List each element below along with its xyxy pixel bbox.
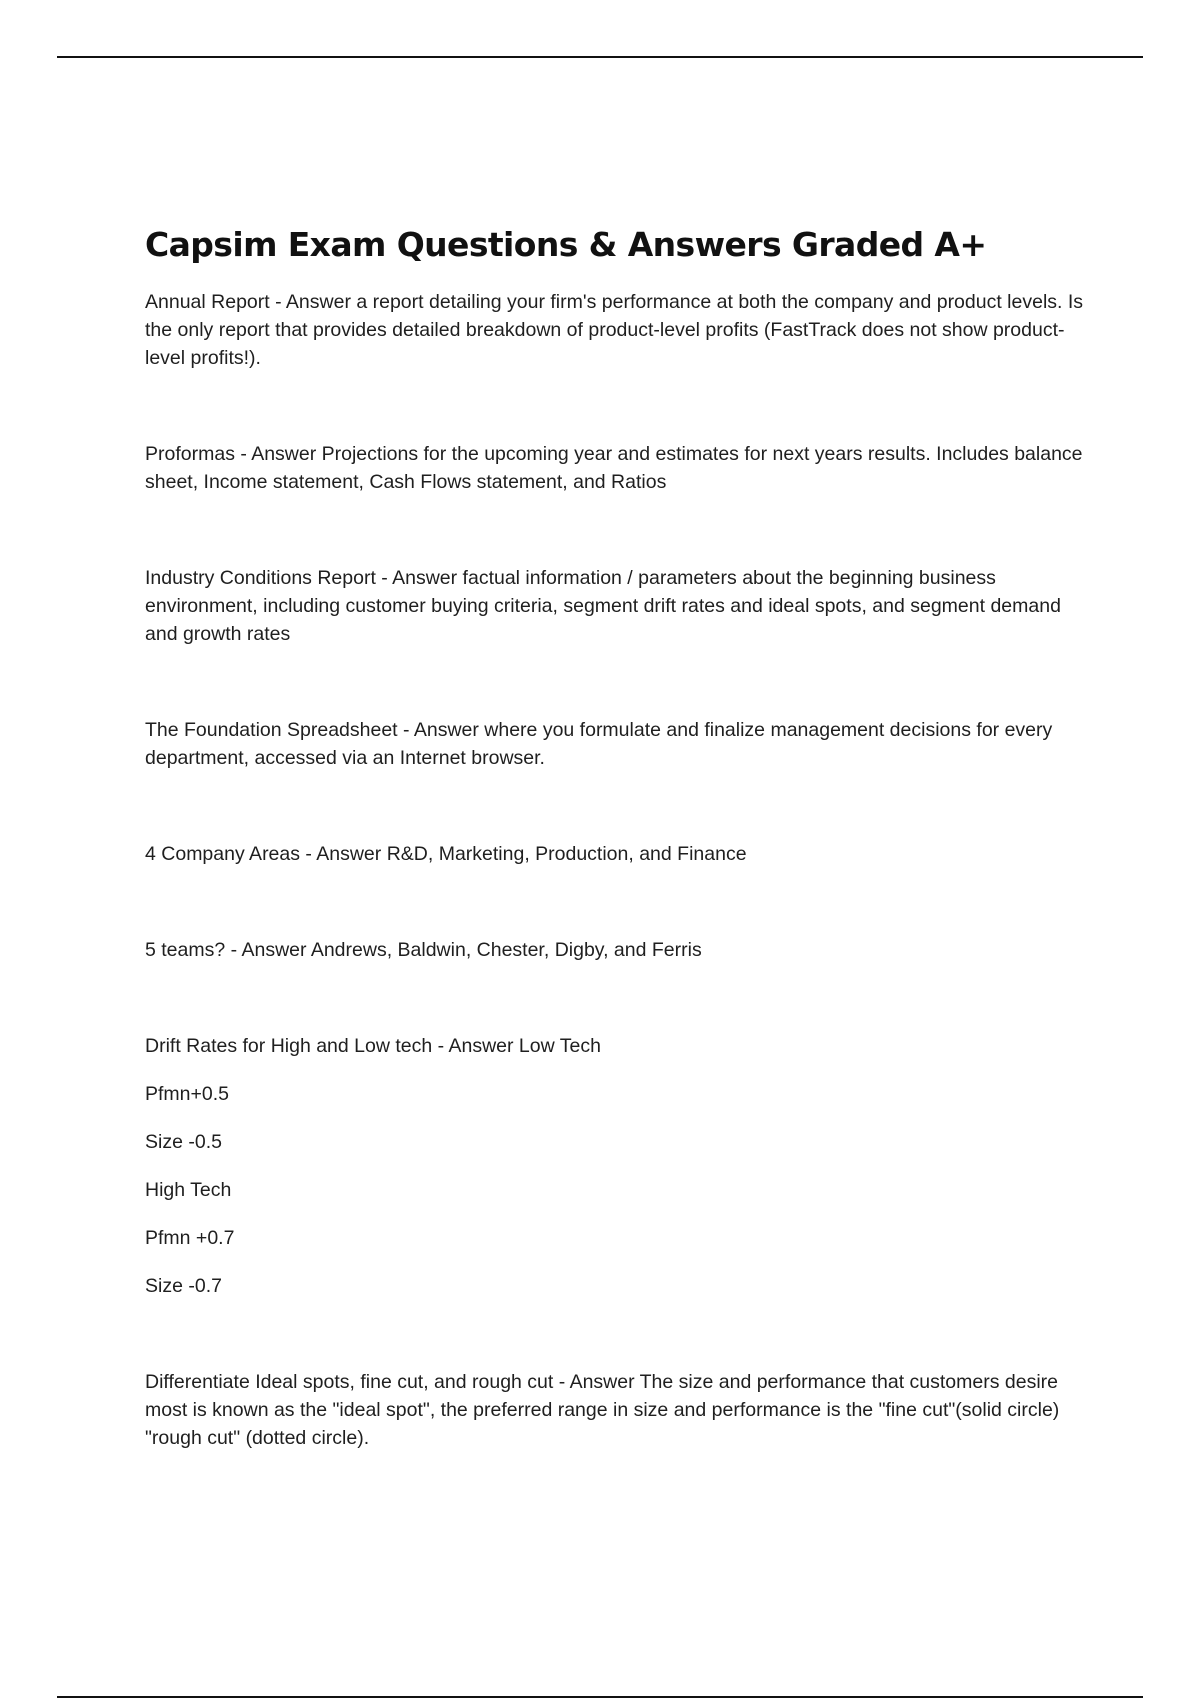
entry-company-areas: 4 Company Areas - Answer R&D, Marketing, Production, and Finance [145,843,747,865]
drift-line: Size -0.5 [145,1131,222,1153]
entry-annual-report: Annual Report - Answer a report detailing your firm's performance at both the company and product levels. Is the only report that provides detailed breakdown of product-level profits (FastTrack does not show product-level profits!). [145,291,1084,369]
drift-line: Pfmn +0.7 [145,1227,235,1249]
entry-ideal-spots: Differentiate Ideal spots, fine cut, and rough cut - Answer The size and performance that customers desire most is known as the "ideal spot", the preferred range in size and performance is the "fine cut"(solid circle) "rough cut" (dotted circle). [145,1371,1060,1449]
entry-teams: 5 teams? - Answer Andrews, Baldwin, Chester, Digby, and Ferris [145,939,702,961]
entry-proformas: Proformas - Answer Projections for the upcoming year and estimates for next years results. Includes balance sheet, Income statement, Cash Flows statement, and Ratios [145,443,1083,493]
drift-line: Size -0.7 [145,1275,222,1297]
drift-line: High Tech [145,1179,232,1201]
bottom-divider [57,1696,1143,1698]
entry-industry-conditions-report: Industry Conditions Report - Answer factual information / parameters about the beginning business environment, including customer buying criteria, segment drift rates and ideal spots, and segment demand and growth rates [145,567,1061,645]
entry-foundation-spreadsheet: The Foundation Spreadsheet - Answer where you formulate and finalize management decisions for every department, accessed via an Internet browser. [145,719,1053,769]
page-title: Capsim Exam Questions & Answers Graded A+ [145,225,987,264]
drift-line: Pfmn+0.5 [145,1083,230,1105]
top-divider [57,56,1143,58]
entry-drift-rates: Drift Rates for High and Low tech - Answer Low Tech [145,1035,601,1057]
document-body [145,222,1095,1452]
